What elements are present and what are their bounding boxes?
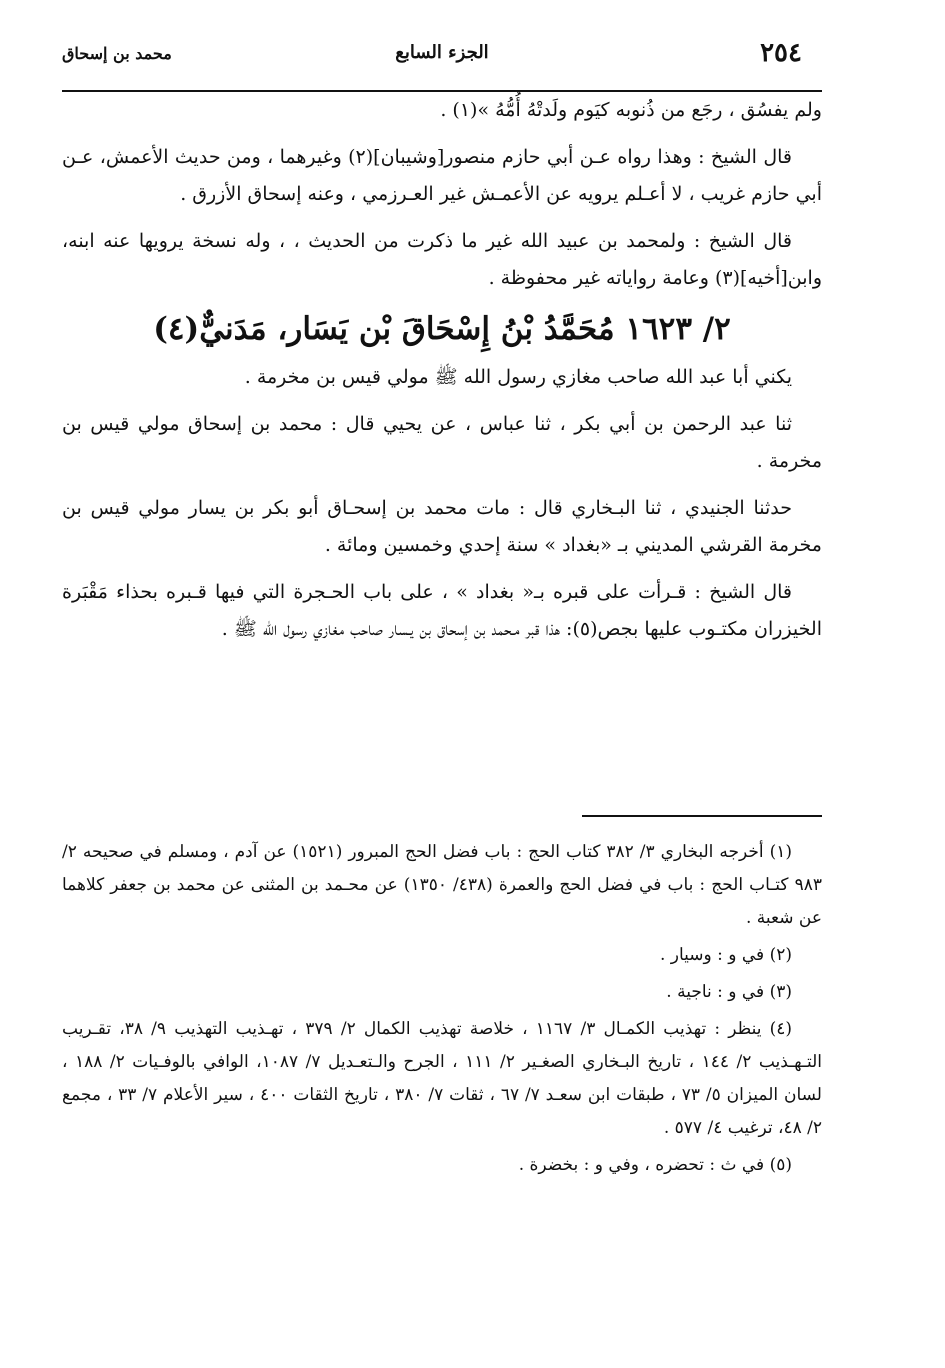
footnote-3: (٣) في و : ناجية .	[666, 982, 792, 1002]
footnote-2: (٢) في و : وسيار .	[659, 945, 792, 965]
entry-title: ٢/ ١٦٢٣ مُحَمَّدُ بْنُ إِسْحَاقَ بْن يَسَار، مَدَنيٌّ(٤)	[153, 311, 731, 347]
footnote-5: (٥) في ث : تحضره ، وفي و : بخضرة .	[518, 1155, 792, 1175]
paragraph-2: قال الشيخ : وهذا رواه عـن أبي حازم منصور[وشيبان](٢) وغيرهما ، ومن حديث الأعمش، عـن أبي حازم غريب ، لا أعـلم يرويه عن الأعمـش غير العـرزمي ، وعنه إسحاق الأزرق .	[62, 146, 822, 205]
main-text	[62, 92, 822, 658]
page-number: ٢٥٤	[760, 38, 802, 68]
document-page	[62, 0, 822, 1368]
paragraph-5: ثنا عبد الرحمن بن أبي بكر ، ثنا عباس ، عن يحيي قال : محمد بن إسحاق مولي قيس بن مخرمة .	[62, 413, 822, 472]
footnote-separator	[582, 815, 822, 817]
running-title: محمد بن إسحاق	[62, 44, 172, 63]
paragraph-7: قال الشيخ : قـرأت على قبره بـ« بغداد » ، على باب الحـجرة التي فيها قـبره بحذاء مَقْبَرة الخيزران مكتـوب عليها بجص(٥): هذا قبر مـحمد بن إسحاق بن يـسار صاحب مغازي رسول الله ﷺ .	[62, 581, 822, 640]
paragraph-3: قال الشيخ : ولمحمد بن عبيد الله غير ما ذكرت من الحديث ، ، وله نسخة يرويها عنه ابنه، وابن[أخيه](٣) وعامة رواياته غير محفوظة .	[62, 230, 822, 289]
page-header	[62, 34, 822, 92]
volume-title: الجزء السابع	[395, 42, 489, 63]
footnote-4: (٤) ينظر : تهذيب الكمـال ٣/ ١١٦٧ ، خلاصة تهذيب الكمال ٢/ ٣٧٩ ، تهـذيب التهذيب ٩/ ٣٨، تقـريب التـهـذيب ٢/ ١٤٤ ، تاريخ البـخاري الصغـير ٢/ ١١١ ، الجرح والـتعـديل ٧/ ١٠٨٧، الوافي بالوفـيات ٢/ ١٨٨ ، لسان الميزان ٥/ ٧٣ ، طبقات ابن سعـد ٧/ ٦٧ ، ثقات ٧/ ٣٨٠ ، تاريخ الثقات ٤٠٠ ، سير الأعلام ٧/ ٣٣ ، مجمع ٢/ ٤٨، ترغيب ٤/ ٥٧٧ .	[62, 1019, 823, 1138]
footnote-1: (١) أخرجه البخاري ٣/ ٣٨٢ كتاب الحج : باب فضل الحج المبرور (١٥٢١) عن آدم ، ومسلم في صحيحه ٢/ ٩٨٣ كتـاب الحج : باب في فضل الحج والعمرة (٤٣٨/ ١٣٥٠) عن محـمد بن المثنى عن محمد بن جعفر كلاهما عن شعبة .	[62, 842, 822, 928]
paragraph-6: حدثنا الجنيدي ، ثنا البـخاري قال : مات محمد بن إسحـاق أبو بكر بن يسار مولي قيس بن مخرمة القرشي المديني بـ «بغداد » سنة إحدي وخمسين ومائة .	[62, 497, 822, 556]
paragraph-1: ولم يفسُق ، رجَع من ذُنوبه كيَوم ولَدتْهُ أُمُّهُ »(١) .	[440, 99, 822, 121]
paragraph-4: يكني أبا عبد الله صاحب مغازي رسول الله ﷺ مولي قيس بن مخرمة .	[244, 366, 792, 388]
footnotes	[62, 836, 822, 1186]
